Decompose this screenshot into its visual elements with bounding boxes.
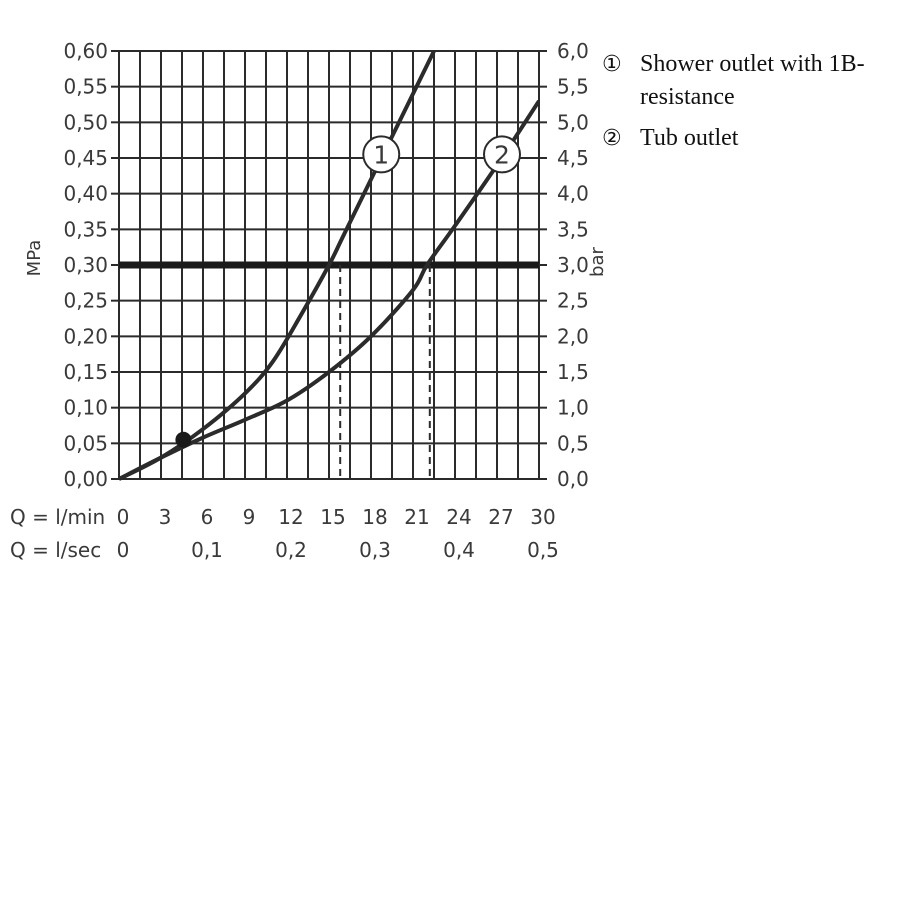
y-right-tick-label: 6,0	[557, 39, 589, 63]
x-tick-label-lmin: 15	[320, 505, 346, 529]
y-left-tick-label: 0,00	[63, 467, 108, 491]
y-right-tick-label: 1,5	[557, 360, 589, 384]
x-tick-label-lsec: 0,3	[359, 538, 391, 562]
y-right-tick-label: 3,5	[557, 217, 589, 242]
legend-marker-2: ②	[602, 126, 622, 151]
y-right-tick-label: 2,0	[557, 324, 589, 349]
x-tick-label-lsec: 0,5	[527, 538, 559, 562]
y-right-tick-label: 5,5	[557, 74, 589, 99]
y-left-tick-label: 0,35	[63, 217, 108, 242]
x-tick-label-lmin: 3	[158, 505, 172, 529]
y-left-tick-label: 0,15	[63, 360, 108, 384]
x-tick-label-lmin: 12	[278, 505, 304, 529]
y-left-tick-label: 0,20	[63, 324, 108, 349]
x-axis-label-lmin: Q = l/min	[10, 505, 106, 529]
y-left-tick-label: 0,60	[63, 39, 108, 63]
x-axis-label-lsec: Q = l/sec	[10, 538, 102, 562]
y-left-tick-label: 0,05	[63, 431, 108, 456]
legend-item-shower	[602, 48, 901, 114]
legend	[602, 48, 901, 163]
y-left-tick-label: 0,55	[63, 74, 108, 99]
y-axis-label-right: bar	[587, 247, 608, 277]
y-right-tick-label: 1,0	[557, 395, 589, 420]
x-tick-label-lsec: 0	[116, 538, 130, 562]
series-1-label: 1	[373, 140, 390, 170]
x-tick-label-lmin: 9	[242, 505, 256, 529]
y-right-tick-label: 4,5	[557, 146, 589, 170]
x-tick-label-lsec: 0,2	[275, 538, 307, 562]
y-axis-label-left: MPa	[24, 239, 45, 277]
legend-marker-1: ①	[602, 52, 622, 77]
x-tick-label-lmin: 27	[488, 505, 514, 529]
x-tick-label-lmin: 6	[200, 505, 214, 529]
legend-text-shower: Shower outlet with 1B-resistance	[640, 51, 865, 110]
x-tick-label-lmin: 24	[446, 505, 472, 529]
x-tick-label-lsec: 0,4	[443, 538, 475, 562]
x-tick-label-lmin: 30	[530, 505, 556, 529]
y-right-tick-label: 0,5	[557, 431, 589, 456]
legend-text-tub: Tub outlet	[640, 125, 739, 151]
y-left-tick-label: 0,45	[63, 146, 108, 170]
y-right-tick-label: 2,5	[557, 288, 589, 313]
x-tick-label-lsec: 0,1	[191, 538, 223, 562]
y-left-tick-label: 0,40	[63, 181, 108, 206]
y-right-tick-label: 0,0	[557, 467, 589, 491]
y-left-tick-label: 0,25	[63, 288, 108, 313]
y-left-tick-label: 0,10	[63, 395, 108, 420]
x-tick-label-lmin: 21	[404, 505, 430, 529]
legend-item-tub	[602, 122, 901, 155]
x-tick-label-lmin: 18	[362, 505, 388, 529]
y-left-tick-label: 0,30	[63, 253, 108, 277]
y-left-tick-label: 0,50	[63, 110, 108, 135]
y-right-tick-label: 4,0	[557, 181, 589, 206]
data-point	[175, 432, 191, 448]
x-tick-label-lmin: 0	[116, 505, 130, 529]
series-2-label: 2	[494, 140, 510, 170]
y-right-tick-label: 5,0	[557, 110, 589, 135]
y-right-tick-label: 3,0	[557, 253, 589, 277]
